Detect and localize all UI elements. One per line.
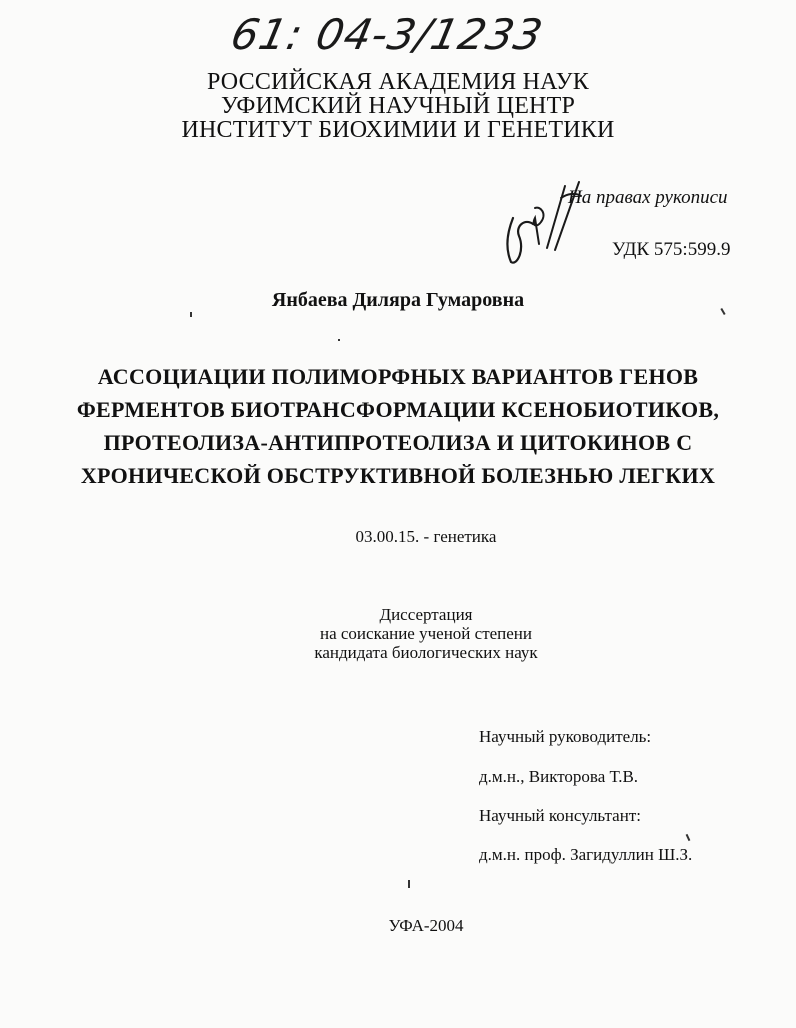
scan-speck xyxy=(338,339,340,341)
archive-mark: 61: 04-3/1233 xyxy=(226,10,548,59)
advisor-label: Научный руководитель: xyxy=(479,727,652,746)
author-name: Янбаева Диляра Гумаровна xyxy=(271,289,525,311)
degree-line: кандидата биологических наук xyxy=(314,643,538,662)
manuscript-rights-note: На правах рукописи xyxy=(568,187,728,208)
academy-name: РОССИЙСКАЯ АКАДЕМИЯ НАУК xyxy=(206,69,590,95)
signature-mark xyxy=(495,178,595,268)
institute-name: ИНСТИТУТ БИОХИМИИ И ГЕНЕТИКИ xyxy=(181,117,615,143)
advisor-name: д.м.н., Викторова Т.В. xyxy=(479,767,639,786)
degree-statement xyxy=(28,605,796,662)
city-year: УФА-2004 xyxy=(388,916,464,935)
consultant-label: Научный консультант: xyxy=(479,806,641,825)
title-line: АССОЦИАЦИИ ПОЛИМОРФНЫХ ВАРИАНТОВ ГЕНОВ xyxy=(97,364,699,389)
title-line: ФЕРМЕНТОВ БИОТРАНСФОРМАЦИИ КСЕНОБИОТИКОВ, xyxy=(76,397,720,422)
scan-speck xyxy=(408,880,410,888)
scan-speck xyxy=(686,834,691,841)
specialty-code: 03.00.15. - генетика xyxy=(355,527,497,546)
degree-line: Диссертация xyxy=(379,605,473,624)
title-line: ХРОНИЧЕСКОЙ ОБСТРУКТИВНОЙ БОЛЕЗНЬЮ ЛЕГКИХ xyxy=(80,463,716,488)
dissertation-title xyxy=(0,360,796,492)
title-line: ПРОТЕОЛИЗА-АНТИПРОТЕОЛИЗА И ЦИТОКИНОВ С xyxy=(103,430,693,455)
scan-speck xyxy=(190,312,192,317)
degree-line: на соискание ученой степени xyxy=(319,624,533,643)
udc-code: УДК 575:599.9 xyxy=(612,239,731,260)
scientific-center-name: УФИМСКИЙ НАУЧНЫЙ ЦЕНТР xyxy=(221,93,575,119)
consultant-name: д.м.н. проф. Загидуллин Ш.З. xyxy=(479,845,693,864)
